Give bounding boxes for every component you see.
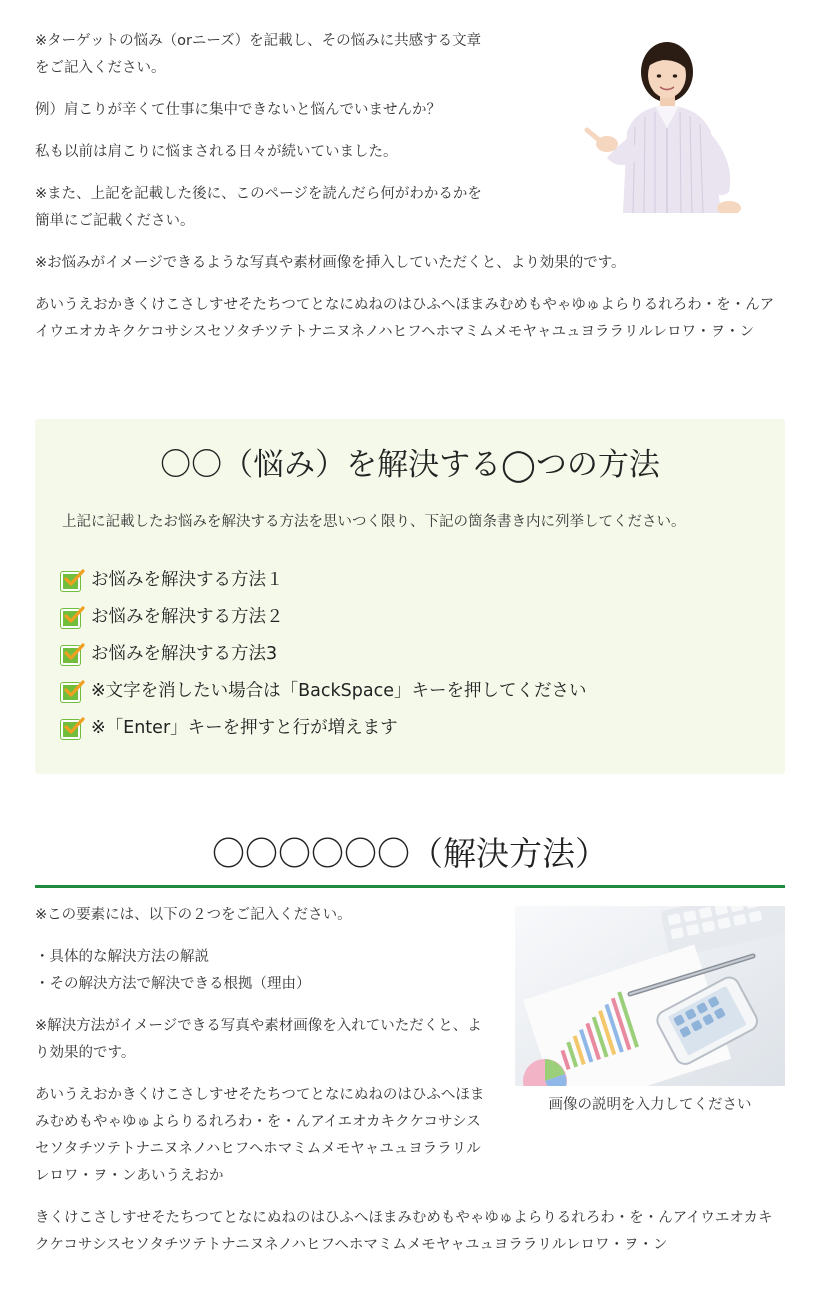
checkbox-check-icon xyxy=(61,718,83,740)
intro-paragraph-4: ※また、上記を記載した後に、このページを読んだら何がわかるかを簡単にご記載ください。 xyxy=(35,186,482,229)
method-paragraph-1: ※この要素には、以下の２つをご記入ください。 xyxy=(35,907,352,923)
method-section xyxy=(35,902,785,1274)
checklist-item-text: ※「Enter」キーを押すと行が増えます xyxy=(91,718,398,738)
intro-paragraph-5: ※お悩みがイメージできるような写真や素材画像を挿入していただくと、より効果的です。 xyxy=(35,255,626,271)
intro-paragraph-2: 例）肩こりが辛くて仕事に集中できないと悩んでいませんか？ xyxy=(35,102,441,118)
checklist-item xyxy=(61,636,586,673)
checkbox-check-icon xyxy=(61,570,83,592)
phone-chart-illustration xyxy=(515,906,785,1086)
solutions-intro: 上記に記載したお悩みを解決する方法を思いつく限り、下記の箇条書き内に列挙してください。 xyxy=(62,514,686,530)
intro-paragraph-6: あいうえおかきくけこさしすせそたちつてとなにぬねのはひふへほまみむめもやゃゆゅよらりるれろわ・を・んアイウエオカキクケコサシスセソタチツテトナニヌネノハヒフヘホマミムメモヤャユュヨララリルレロワ・ヲ・ン xyxy=(35,297,775,340)
checklist-item xyxy=(61,673,586,710)
checkbox-check-icon xyxy=(61,607,83,629)
checklist-item xyxy=(61,562,586,599)
phone-chart-image xyxy=(515,906,785,1086)
method-bullet-1: ・具体的な解決方法の解説 xyxy=(35,949,209,965)
intro-paragraph-1: ※ターゲットの悩み（orニーズ）を記載し、その悩みに共感する文章をご記入ください。 xyxy=(35,33,482,76)
image-caption: 画像の説明を入力してください xyxy=(548,1097,752,1113)
checkbox-check-icon xyxy=(61,681,83,703)
woman-pointing-image xyxy=(515,32,785,213)
solutions-box xyxy=(35,419,785,774)
checklist-item-text: お悩みを解決する方法２ xyxy=(91,607,284,627)
checklist-item xyxy=(61,599,586,636)
intro-paragraph-3: 私も以前は肩こりに悩まされる日々が続いていました。 xyxy=(35,144,398,160)
page-content xyxy=(35,28,785,1253)
method-bullet-2: ・その解決方法で解決できる根拠（理由） xyxy=(35,976,311,992)
heading-underline xyxy=(35,885,785,888)
woman-pointing-illustration xyxy=(515,32,785,213)
checkbox-check-icon xyxy=(61,644,83,666)
intro-section xyxy=(35,28,785,346)
solutions-heading: 〇〇（悩み）を解決する◯つの方法 xyxy=(160,447,660,483)
checklist-item-text: お悩みを解決する方法3 xyxy=(91,644,278,664)
solutions-checklist xyxy=(61,562,586,747)
checklist-item-text: ※文字を消したい場合は「BackSpace」キーを押してください xyxy=(91,681,587,701)
method-paragraph-2: ※解決方法がイメージできる写真や素材画像を入れていただくと、より効果的です。 xyxy=(35,1018,482,1061)
method-bullets xyxy=(35,944,487,998)
method-heading: 〇〇〇〇〇〇（解決方法） xyxy=(212,834,608,873)
checklist-item-text: お悩みを解決する方法１ xyxy=(91,570,284,590)
method-paragraph-4: きくけこさしすせそたちつてとなにぬねのはひふへほまみむめもやゃゆゅよらりるれろわ・を・んアイウエオカキクケコサシスセソタチツテトナニヌネノハヒフヘホマミムメモヤャユュヨララリルレロワ・ヲ・ン xyxy=(35,1210,773,1253)
method-paragraph-3: あいうえおかきくけこさしすせそたちつてとなにぬねのはひふへほまみむめもやゃゆゅよらりるれろわ・を・んアイエオカキクケコサシスセソタチツテトナニヌネノハヒフヘホマミムメモヤャユュヨララリルレロワ・ヲ・ンあいうえおか xyxy=(35,1087,485,1184)
checklist-item xyxy=(61,710,586,747)
